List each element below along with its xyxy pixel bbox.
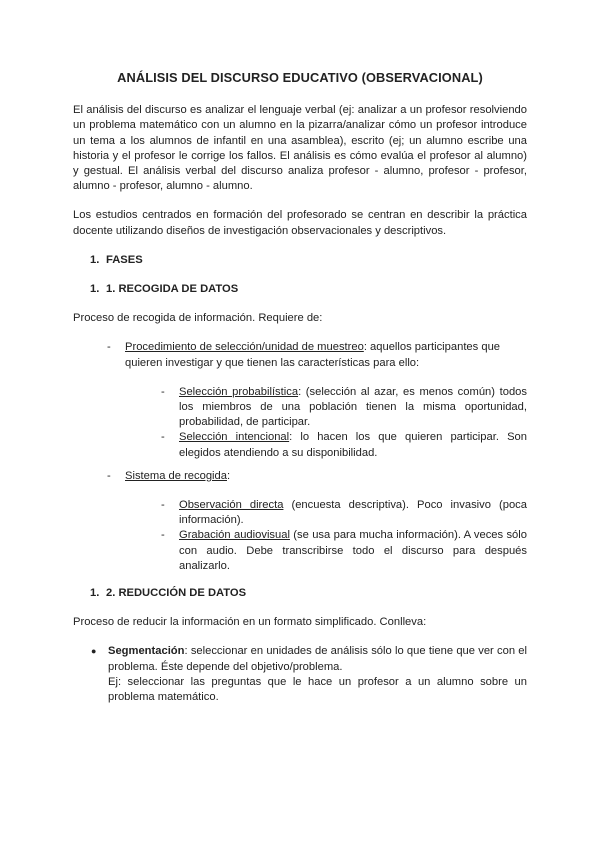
- heading-number: 1.: [90, 253, 100, 266]
- grabacion-text: (se usa para mucha información). A veces sólo con audio. Debe transcribirse todo el discurso para después analizarlo.: [179, 529, 527, 572]
- heading-number: 1.: [90, 587, 100, 600]
- dash-marker: -: [161, 385, 165, 398]
- sub-item-probabilistica: [161, 385, 527, 431]
- segmentacion-text: : seleccionar en unidades de análisis sólo lo que tiene que ver con el problema. Éste depende del objetivo/problema.: [108, 645, 527, 673]
- reduccion-bullet-list: [73, 644, 527, 705]
- intro-paragraph: El análisis del discurso es analizar el lenguaje verbal (ej: analizar a un profesor resolviendo un problema matemático con un alumno en la pizarra/analizar cómo un profesor introduce un tema a los alumnos de infantil en una asamblea), escrito (ej; un alumno escribe una historia y el profesor le corrige los fallos. El análisis es cómo evalúa el profesor al alumno) y gestual. El análisis verbal del discurso analiza profesor - alumno, profesor - profesor, alumno - profesor, alumno - alumno.: [73, 104, 527, 193]
- document-title: ANÁLISIS DEL DISCURSO EDUCATIVO (OBSERVACIONAL): [117, 70, 483, 85]
- sub-item-intencional: [161, 430, 527, 460]
- intencional-term: Selección intencional: [179, 431, 290, 444]
- procedimiento-text: : aquellos participantes que quieren investigar y que tienen las características para ello:: [125, 341, 501, 369]
- dash-marker: -: [107, 469, 111, 482]
- second-paragraph: Los estudios centrados en formación del profesorado se centran en describir la práctica docente utilizando diseños de investigación observacionales y descriptivos.: [73, 209, 527, 237]
- dash-item-sistema: [107, 469, 527, 574]
- heading-reduccion-de-datos: [90, 586, 527, 601]
- procedimiento-term: Procedimiento de selección/unidad de muestreo: [125, 341, 364, 354]
- probabilistica-text: : (selección al azar, es menos común) todos los miembros de una población tienen la misma oportunidad, probabilidad, de participar.: [179, 385, 527, 429]
- heading-fases: [90, 253, 527, 268]
- sub-item-grabacion: [161, 528, 527, 574]
- sub-item-observacion: [161, 498, 527, 528]
- heading-label: FASES: [106, 253, 143, 266]
- sistema-term: Sistema de recogida: [125, 469, 227, 482]
- observacion-term: Observación directa: [179, 499, 284, 512]
- bullet-marker: ●: [91, 646, 97, 657]
- sistema-text: :: [227, 469, 231, 482]
- dash-item-procedimiento: [107, 340, 527, 460]
- segmentacion-example: Ej: seleccionar las preguntas que le hace un profesor a un alumno sobre un problema matemático.: [108, 675, 527, 704]
- dash-marker: -: [161, 529, 165, 542]
- observacion-text: (encuesta descriptiva). Poco invasivo (poca información).: [179, 499, 527, 527]
- dash-marker: -: [161, 431, 165, 444]
- bullet-item-segmentacion: [91, 644, 527, 705]
- segmentacion-term: Segmentación: [108, 645, 185, 658]
- grabacion-term: Grabación audiovisual: [179, 529, 290, 542]
- heading-recogida-de-datos: [90, 282, 527, 297]
- reduccion-intro: Proceso de reducir la información en un formato simplificado. Conlleva:: [73, 616, 427, 629]
- heading-label: 1. RECOGIDA DE DATOS: [106, 283, 239, 296]
- dash-marker: -: [161, 499, 165, 512]
- dash-marker: -: [107, 341, 111, 354]
- procedimiento-sublist: [125, 385, 527, 461]
- recogida-intro: Proceso de recogida de información. Requiere de:: [73, 312, 323, 325]
- intencional-text: : lo hacen los que quieren participar. Son elegidos atendiendo a su disponibilidad.: [179, 431, 527, 459]
- recogida-dash-list: [73, 340, 527, 574]
- probabilistica-term: Selección probabilística: [179, 385, 299, 398]
- heading-label: 2. REDUCCIÓN DE DATOS: [106, 587, 247, 600]
- heading-number: 1.: [90, 283, 100, 296]
- sistema-sublist: [125, 498, 527, 574]
